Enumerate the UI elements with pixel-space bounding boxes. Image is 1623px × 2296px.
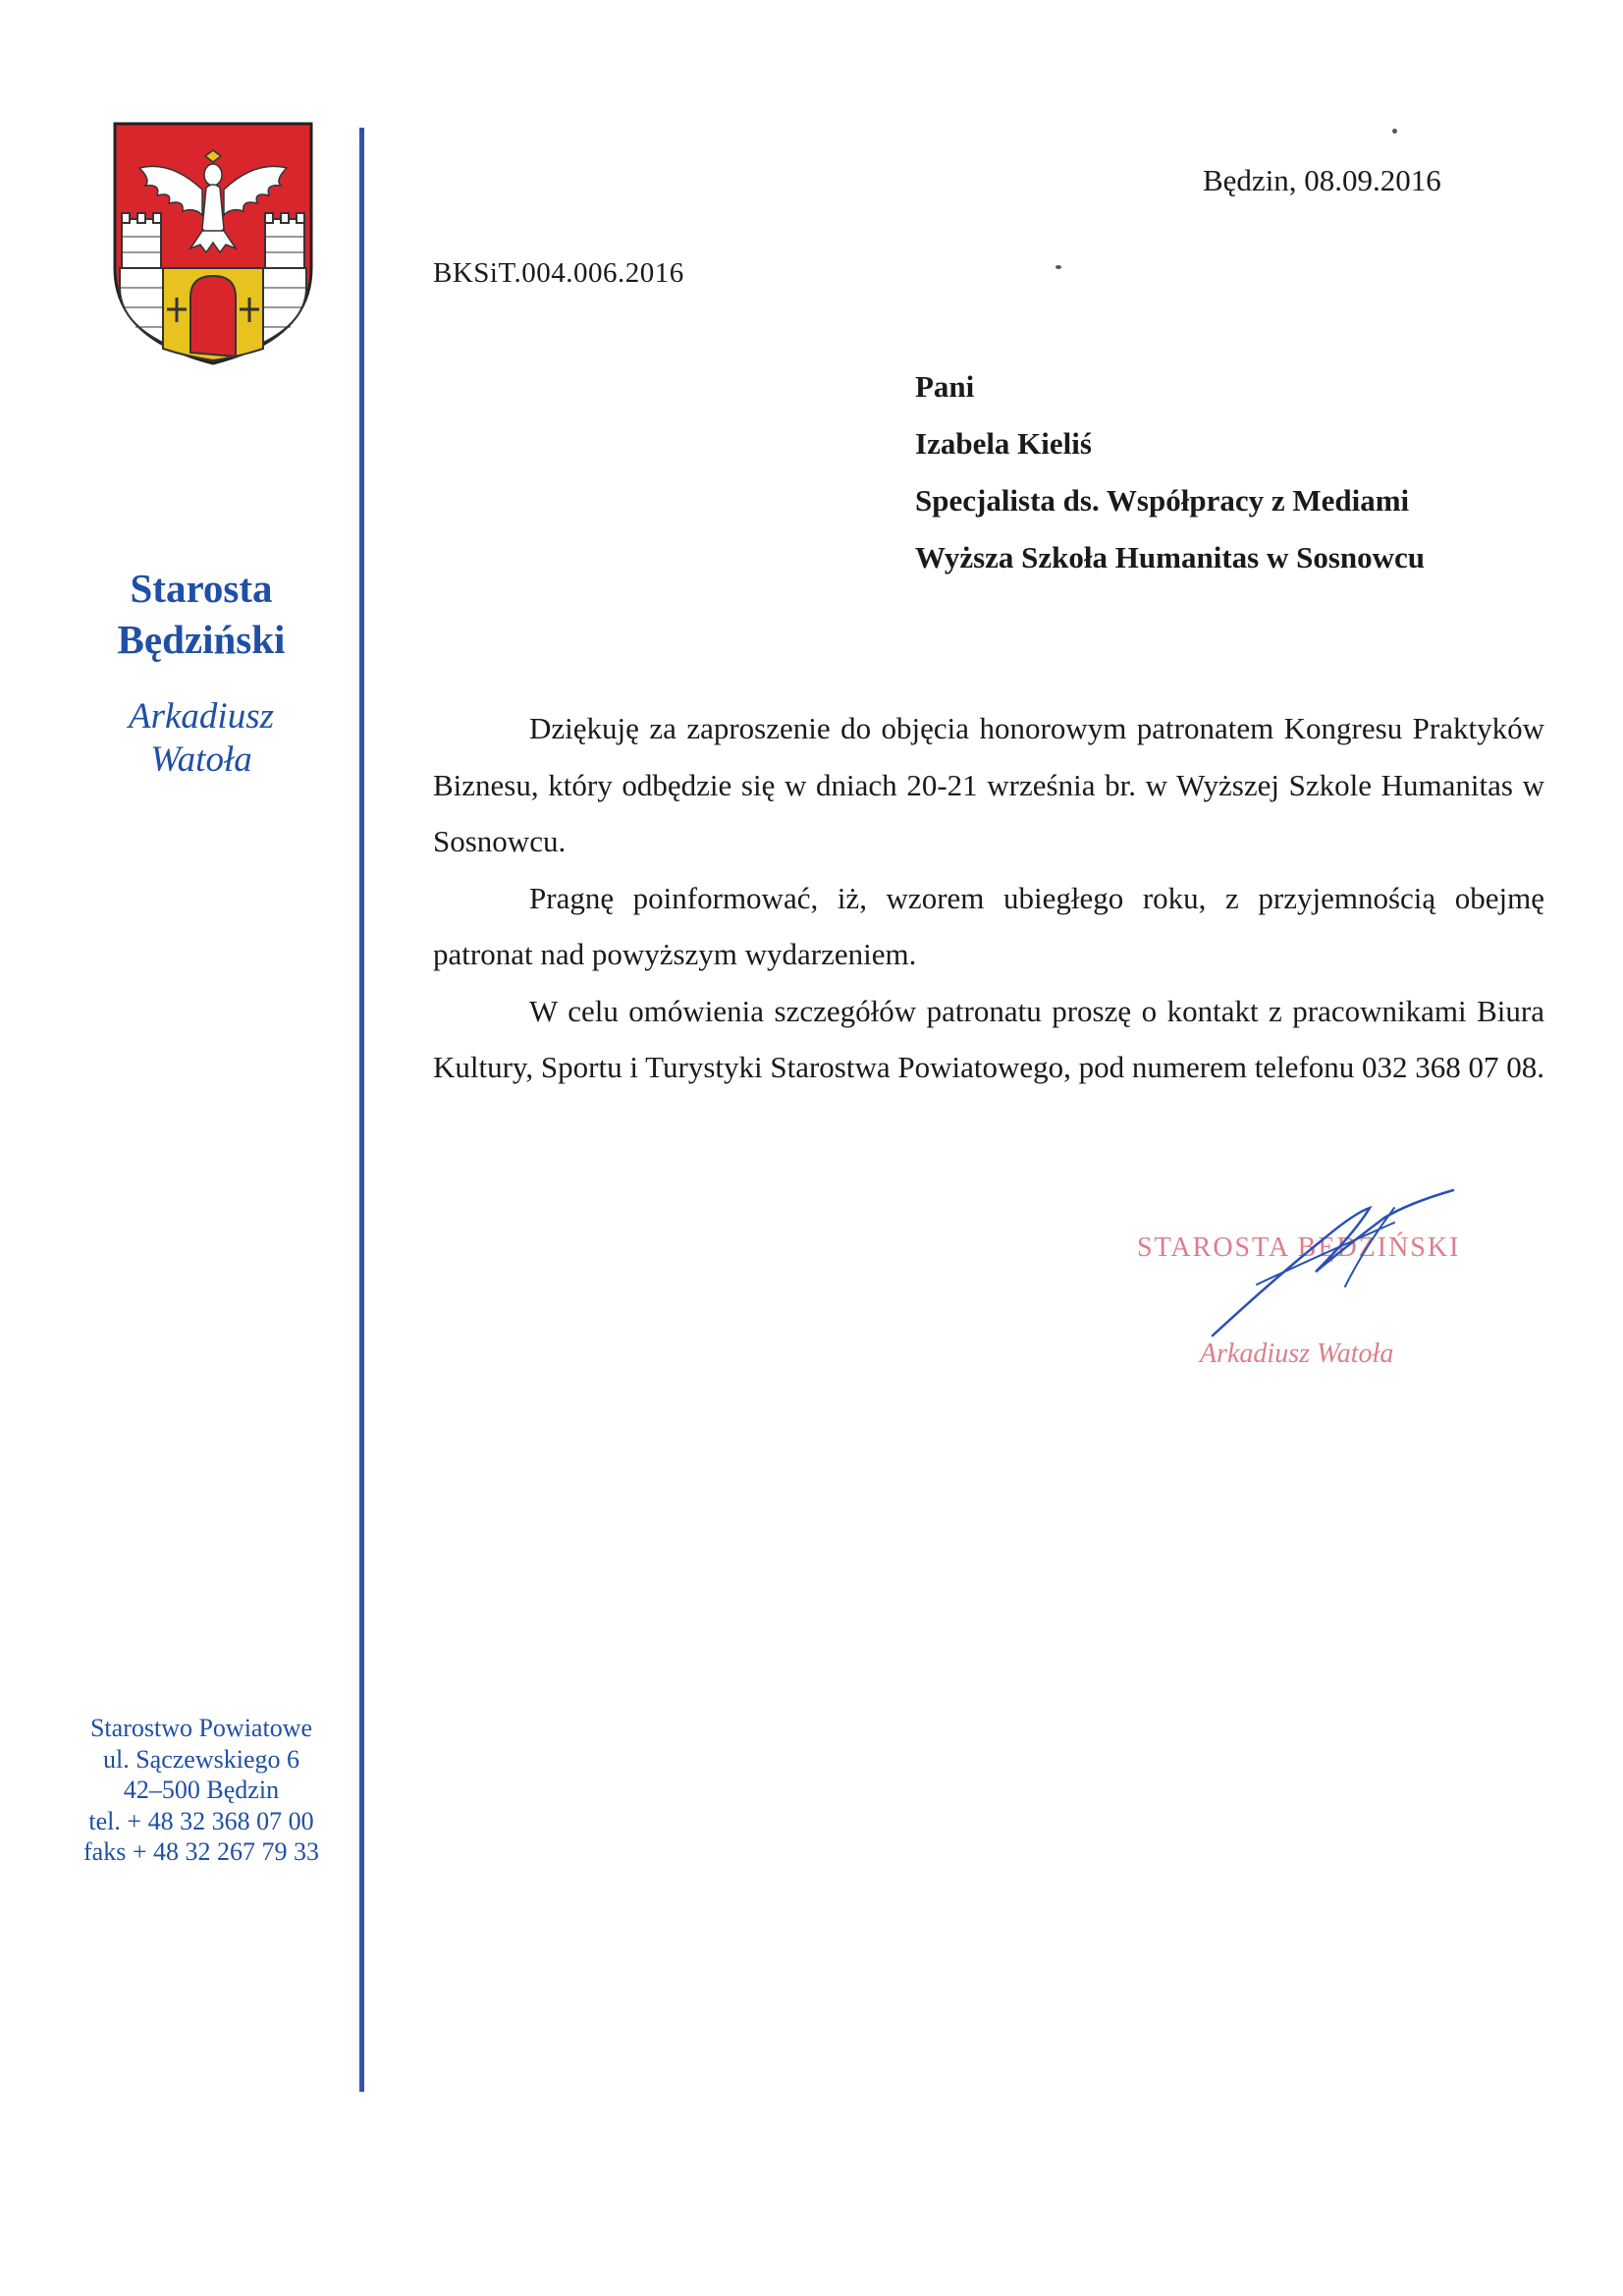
body-paragraph: Dziękuję za zaproszenie do objęcia honorowym patronatem Kongresu Praktyków Biznesu, który odbędzie się w dniach 20-21 września br. w Wyższej Szkole Humanitas w Sosnowcu. [433,711,1544,858]
recipient-position: Specjalista ds. Współpracy z Mediami [915,483,1410,518]
sidebar-title-line2: Będziński [117,617,286,662]
address-line: Starostwo Powiatowe [89,1714,313,1742]
stamp-title: STAROSTA BĘDZIŃSKI [1137,1232,1461,1263]
office-address [39,1713,363,1868]
coat-of-arms-icon [112,121,314,366]
signature-icon [1198,1178,1473,1345]
body-paragraph: W celu omówienia szczegółów patronatu proszę o kontakt z pracownikami Biura Kultury, Sportu i Turystyki Starostwa Powiatowego, pod numerem telefonu 032 368 07 08. [433,993,1545,1084]
scan-speck [1392,129,1397,134]
address-line: faks + 48 32 267 79 33 [83,1837,319,1866]
address-line: tel. + 48 32 368 07 00 [88,1806,314,1835]
body-paragraph: Pragnę poinformować, iż, wzorem ubiegłego roku, z przyjemnością obejmę patronat nad powyższym wydarzeniem. [433,880,1544,971]
letter-body [433,700,1544,1096]
recipient-institution: Wyższa Szkoła Humanitas w Sosnowcu [915,540,1426,574]
sidebar-title [59,563,344,665]
scan-speck [1055,265,1061,269]
address-line: ul. Sączewskiego 6 [102,1744,299,1774]
recipient-name: Izabela Kieliś [915,426,1092,461]
recipient-salutation: Pani [915,369,975,404]
sidebar-person [59,695,344,782]
sidebar-person-line2: Watoła [150,739,252,780]
city-date: Będzin, 08.09.2016 [1203,163,1441,197]
stamp-name: Arkadiusz Watoła [1200,1339,1394,1369]
sidebar-person-line1: Arkadiusz [129,696,274,737]
reference-number: BKSiT.004.006.2016 [433,257,684,289]
address-line: 42–500 Będzin [123,1776,280,1804]
sidebar-title-line1: Starosta [130,566,273,611]
